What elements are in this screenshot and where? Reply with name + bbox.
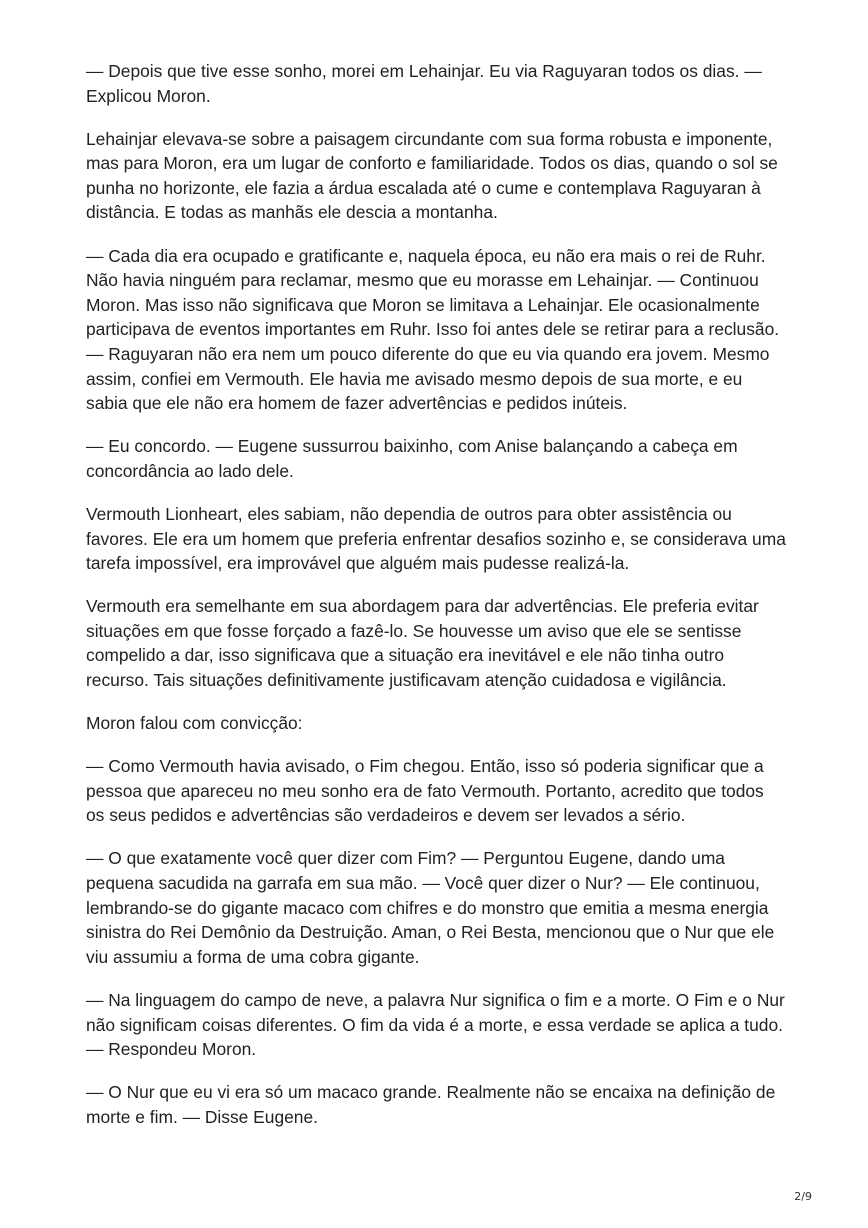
paragraph: Vermouth Lionheart, eles sabiam, não dependia de outros para obter assistência ou favores. Ele era um homem que preferia enfrentar desafios sozinho e, se considerava uma tarefa impossível, era improvável que alguém mais pudesse realizá-la. bbox=[86, 503, 786, 574]
paragraph: — Como Vermouth havia avisado, o Fim chegou. Então, isso só poderia significar que a pessoa que apareceu no meu sonho era de fato Vermouth. Portanto, acredito que todos os seus pedidos e advertências são verdadeiros e devem ser levados a sério. bbox=[86, 756, 764, 826]
paragraph: — Depois que tive esse sonho, morei em Lehainjar. Eu via Raguyaran todos os dias. — Explicou Moron. bbox=[86, 61, 762, 106]
page-number: 2/9 bbox=[794, 1190, 812, 1203]
paragraph: Moron falou com convicção: bbox=[86, 713, 303, 734]
paragraph: — O que exatamente você quer dizer com Fim? — Perguntou Eugene, dando uma pequena sacudida na garrafa em sua mão. — Você quer dizer o Nur? — Ele continuou, lembrando-se do gigante macaco com chifres e do monstro que emitia a mesma energia sinistra do Rei Demônio da Destruição. Aman, o Rei Besta, mencionou que o Nur que ele viu assumiu a forma de uma cobra gigante. bbox=[86, 848, 775, 967]
paragraph: — Na linguagem do campo de neve, a palavra Nur significa o fim e a morte. O Fim e o Nur não significam coisas diferentes. O fim da vida é a morte, e essa verdade se aplica a tudo. — Respondeu Moron. bbox=[86, 989, 785, 1060]
paragraph: Vermouth era semelhante em sua abordagem para dar advertências. Ele preferia evitar situações em que fosse forçado a fazê-lo. Se houvesse um aviso que ele se sentisse compelido a dar, isso significava que a situação era inevitável e ele não tinha outro recurso. Tais situações definitivamente justificavam atenção cuidadosa e vigilância. bbox=[86, 596, 759, 690]
paragraph: — O Nur que eu vi era só um macaco grande. Realmente não se encaixa na definição de morte e fim. — Disse Eugene. bbox=[86, 1082, 776, 1127]
paragraph: — Eu concordo. — Eugene sussurrou baixinho, com Anise balançando a cabeça em concordância ao lado dele. bbox=[86, 436, 738, 481]
paragraph: — Cada dia era ocupado e gratificante e, naquela época, eu não era mais o rei de Ruhr. Não havia ninguém para reclamar, mesmo que eu morasse em Lehainjar. — Continuou Moron. Mas isso não significava que Moron se limitava a Lehainjar. Ele ocasionalmente participava de eventos importantes em Ruhr. Isso foi antes dele se retirar para a reclusão. — Raguyaran não era nem um pouco diferente do que eu via quando era jovem. Mesmo assim, confiei em Vermouth. Ele havia me avisado mesmo depois de sua morte, e eu sabia que ele não era homem de fazer advertências e pedidos inúteis. bbox=[86, 245, 780, 414]
paragraph: Lehainjar elevava-se sobre a paisagem circundante com sua forma robusta e imponente, mas para Moron, era um lugar de conforto e familiaridade. Todos os dias, quando o sol se punha no horizonte, ele fazia a árdua escalada até o cume e contemplava Raguyaran à distância. E todas as manhãs ele descia a montanha. bbox=[86, 128, 778, 223]
document-body bbox=[86, 59, 786, 1148]
